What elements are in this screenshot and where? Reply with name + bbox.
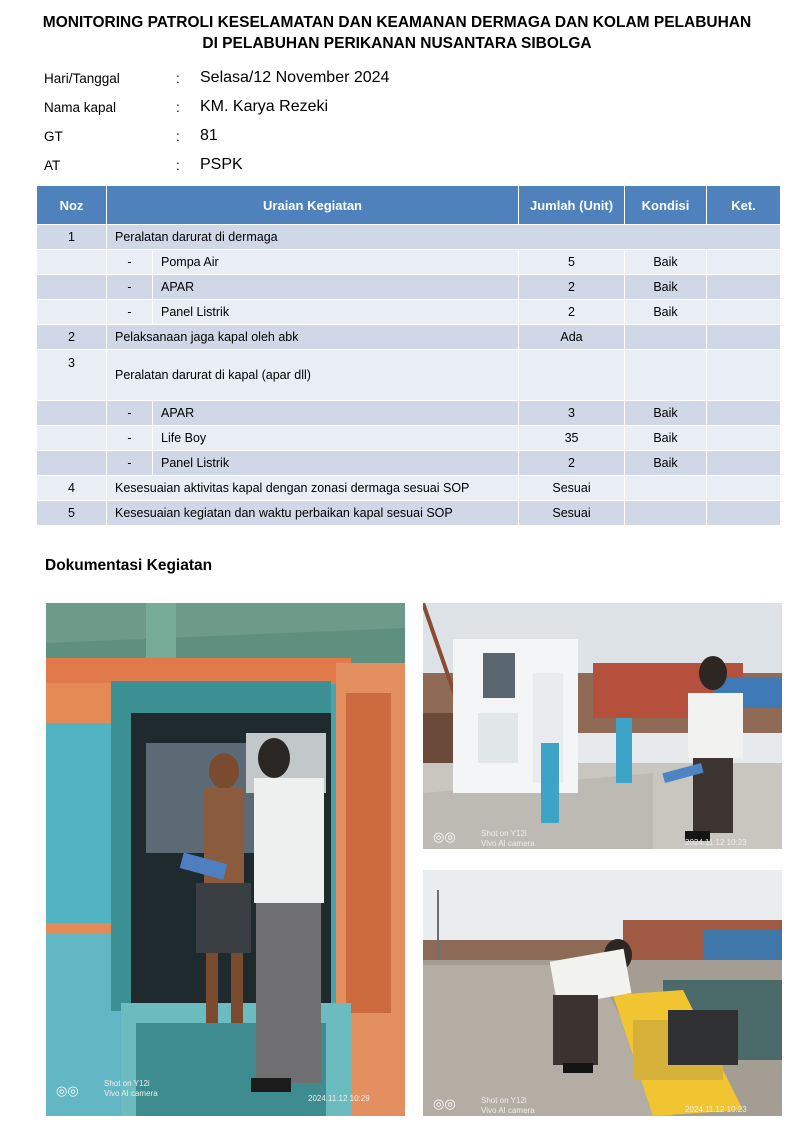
camera-logo-icon: ◎◎ — [433, 1096, 456, 1111]
section-title-documentation: Dokumentasi Kegiatan — [45, 557, 213, 574]
info-colon: : — [176, 71, 180, 86]
header-ket: Ket. — [707, 186, 781, 225]
cell-dash: - — [107, 451, 153, 476]
photo-watermark: Shot on Y12i Vivo AI camera — [481, 829, 535, 848]
photo-dispenser-image — [423, 603, 782, 849]
table-row — [37, 401, 781, 426]
camera-logo-icon: ◎◎ — [433, 829, 456, 844]
cell-jumlah: 2 — [519, 275, 625, 300]
title-line-1: MONITORING PATROLI KESELAMATAN DAN KEAMANAN DERMAGA DAN KOLAM PELABUHAN — [42, 14, 752, 31]
header-uraian: Uraian Kegiatan — [107, 186, 519, 225]
info-value: PSPK — [200, 156, 243, 173]
cell-text: Peralatan darurat di dermaga — [107, 225, 781, 250]
photo-timestamp: 2024.11.12 10:29 — [308, 1094, 370, 1103]
cell-item: APAR — [153, 401, 519, 426]
title-line-2: DI PELABUHAN PERIKANAN NUSANTARA SIBOLGA — [202, 35, 592, 52]
table-row — [37, 426, 781, 451]
camera-logo-icon: ◎◎ — [56, 1083, 79, 1098]
info-colon: : — [176, 100, 180, 115]
cell-item: Panel Listrik — [153, 451, 519, 476]
info-label: GT — [44, 129, 63, 144]
cell-jumlah: Sesuai — [519, 476, 625, 501]
table-row — [37, 476, 781, 501]
cell-text: Kesesuaian aktivitas kapal dengan zonasi dermaga sesuai SOP — [107, 476, 519, 501]
cell-text: Pelaksanaan jaga kapal oleh abk — [107, 325, 519, 350]
cell-dash: - — [107, 426, 153, 451]
cell-text: Kesesuaian kegiatan dan waktu perbaikan kapal sesuai SOP — [107, 501, 519, 526]
cell-kondisi: Baik — [625, 451, 707, 476]
info-value: KM. Karya Rezeki — [200, 98, 329, 115]
photo-watermark: Shot on Y12i Vivo AI camera — [481, 1096, 535, 1115]
cell-dash: - — [107, 250, 153, 275]
cell-no: 4 — [37, 476, 107, 501]
table-row — [37, 325, 781, 350]
cell-jumlah: 35 — [519, 426, 625, 451]
document-title — [0, 12, 794, 54]
table-row — [37, 451, 781, 476]
cell-kondisi: Baik — [625, 300, 707, 325]
cell-no: 5 — [37, 501, 107, 526]
monitoring-table — [36, 185, 781, 526]
cell-jumlah: 2 — [519, 451, 625, 476]
info-colon: : — [176, 158, 180, 173]
cell-jumlah: 5 — [519, 250, 625, 275]
cell-jumlah: 2 — [519, 300, 625, 325]
photo-doorway-image — [46, 603, 405, 1116]
cell-item: Pompa Air — [153, 250, 519, 275]
photo-dock-panel — [423, 870, 782, 1116]
photo-watermark: Shot on Y12i Vivo AI camera — [104, 1079, 158, 1098]
table-row — [37, 275, 781, 300]
cell-item: Panel Listrik — [153, 300, 519, 325]
photo-doorway-inspection — [46, 603, 405, 1116]
cell-item: Life Boy — [153, 426, 519, 451]
cell-jumlah: Sesuai — [519, 501, 625, 526]
photo-timestamp: 2024.11.12 10:23 — [685, 1105, 747, 1114]
cell-kondisi: Baik — [625, 250, 707, 275]
table-row — [37, 225, 781, 250]
table-row — [37, 501, 781, 526]
cell-kondisi: Baik — [625, 275, 707, 300]
info-label: Hari/Tanggal — [44, 71, 120, 86]
cell-kondisi: Baik — [625, 426, 707, 451]
header-no: Noz — [37, 186, 107, 225]
cell-no: 2 — [37, 325, 107, 350]
info-label: AT — [44, 158, 61, 173]
header-kondisi: Kondisi — [625, 186, 707, 225]
info-value: Selasa/12 November 2024 — [200, 69, 390, 86]
cell-kondisi: Baik — [625, 401, 707, 426]
cell-jumlah: Ada — [519, 325, 625, 350]
cell-text: Peralatan darurat di kapal (apar dll) — [107, 350, 519, 401]
cell-item: APAR — [153, 275, 519, 300]
cell-jumlah: 3 — [519, 401, 625, 426]
table-row — [37, 300, 781, 325]
photo-panel-image — [423, 870, 782, 1116]
table-row — [37, 250, 781, 275]
info-colon: : — [176, 129, 180, 144]
cell-no: 1 — [37, 225, 107, 250]
info-value: 81 — [200, 127, 218, 144]
cell-dash: - — [107, 401, 153, 426]
header-jumlah: Jumlah (Unit) — [519, 186, 625, 225]
table-row — [37, 350, 781, 401]
photo-fuel-dispenser — [423, 603, 782, 849]
cell-dash: - — [107, 300, 153, 325]
cell-no: 3 — [37, 350, 107, 401]
cell-dash: - — [107, 275, 153, 300]
photo-timestamp: 2024.11.12 10:23 — [685, 838, 747, 847]
info-label: Nama kapal — [44, 100, 117, 115]
